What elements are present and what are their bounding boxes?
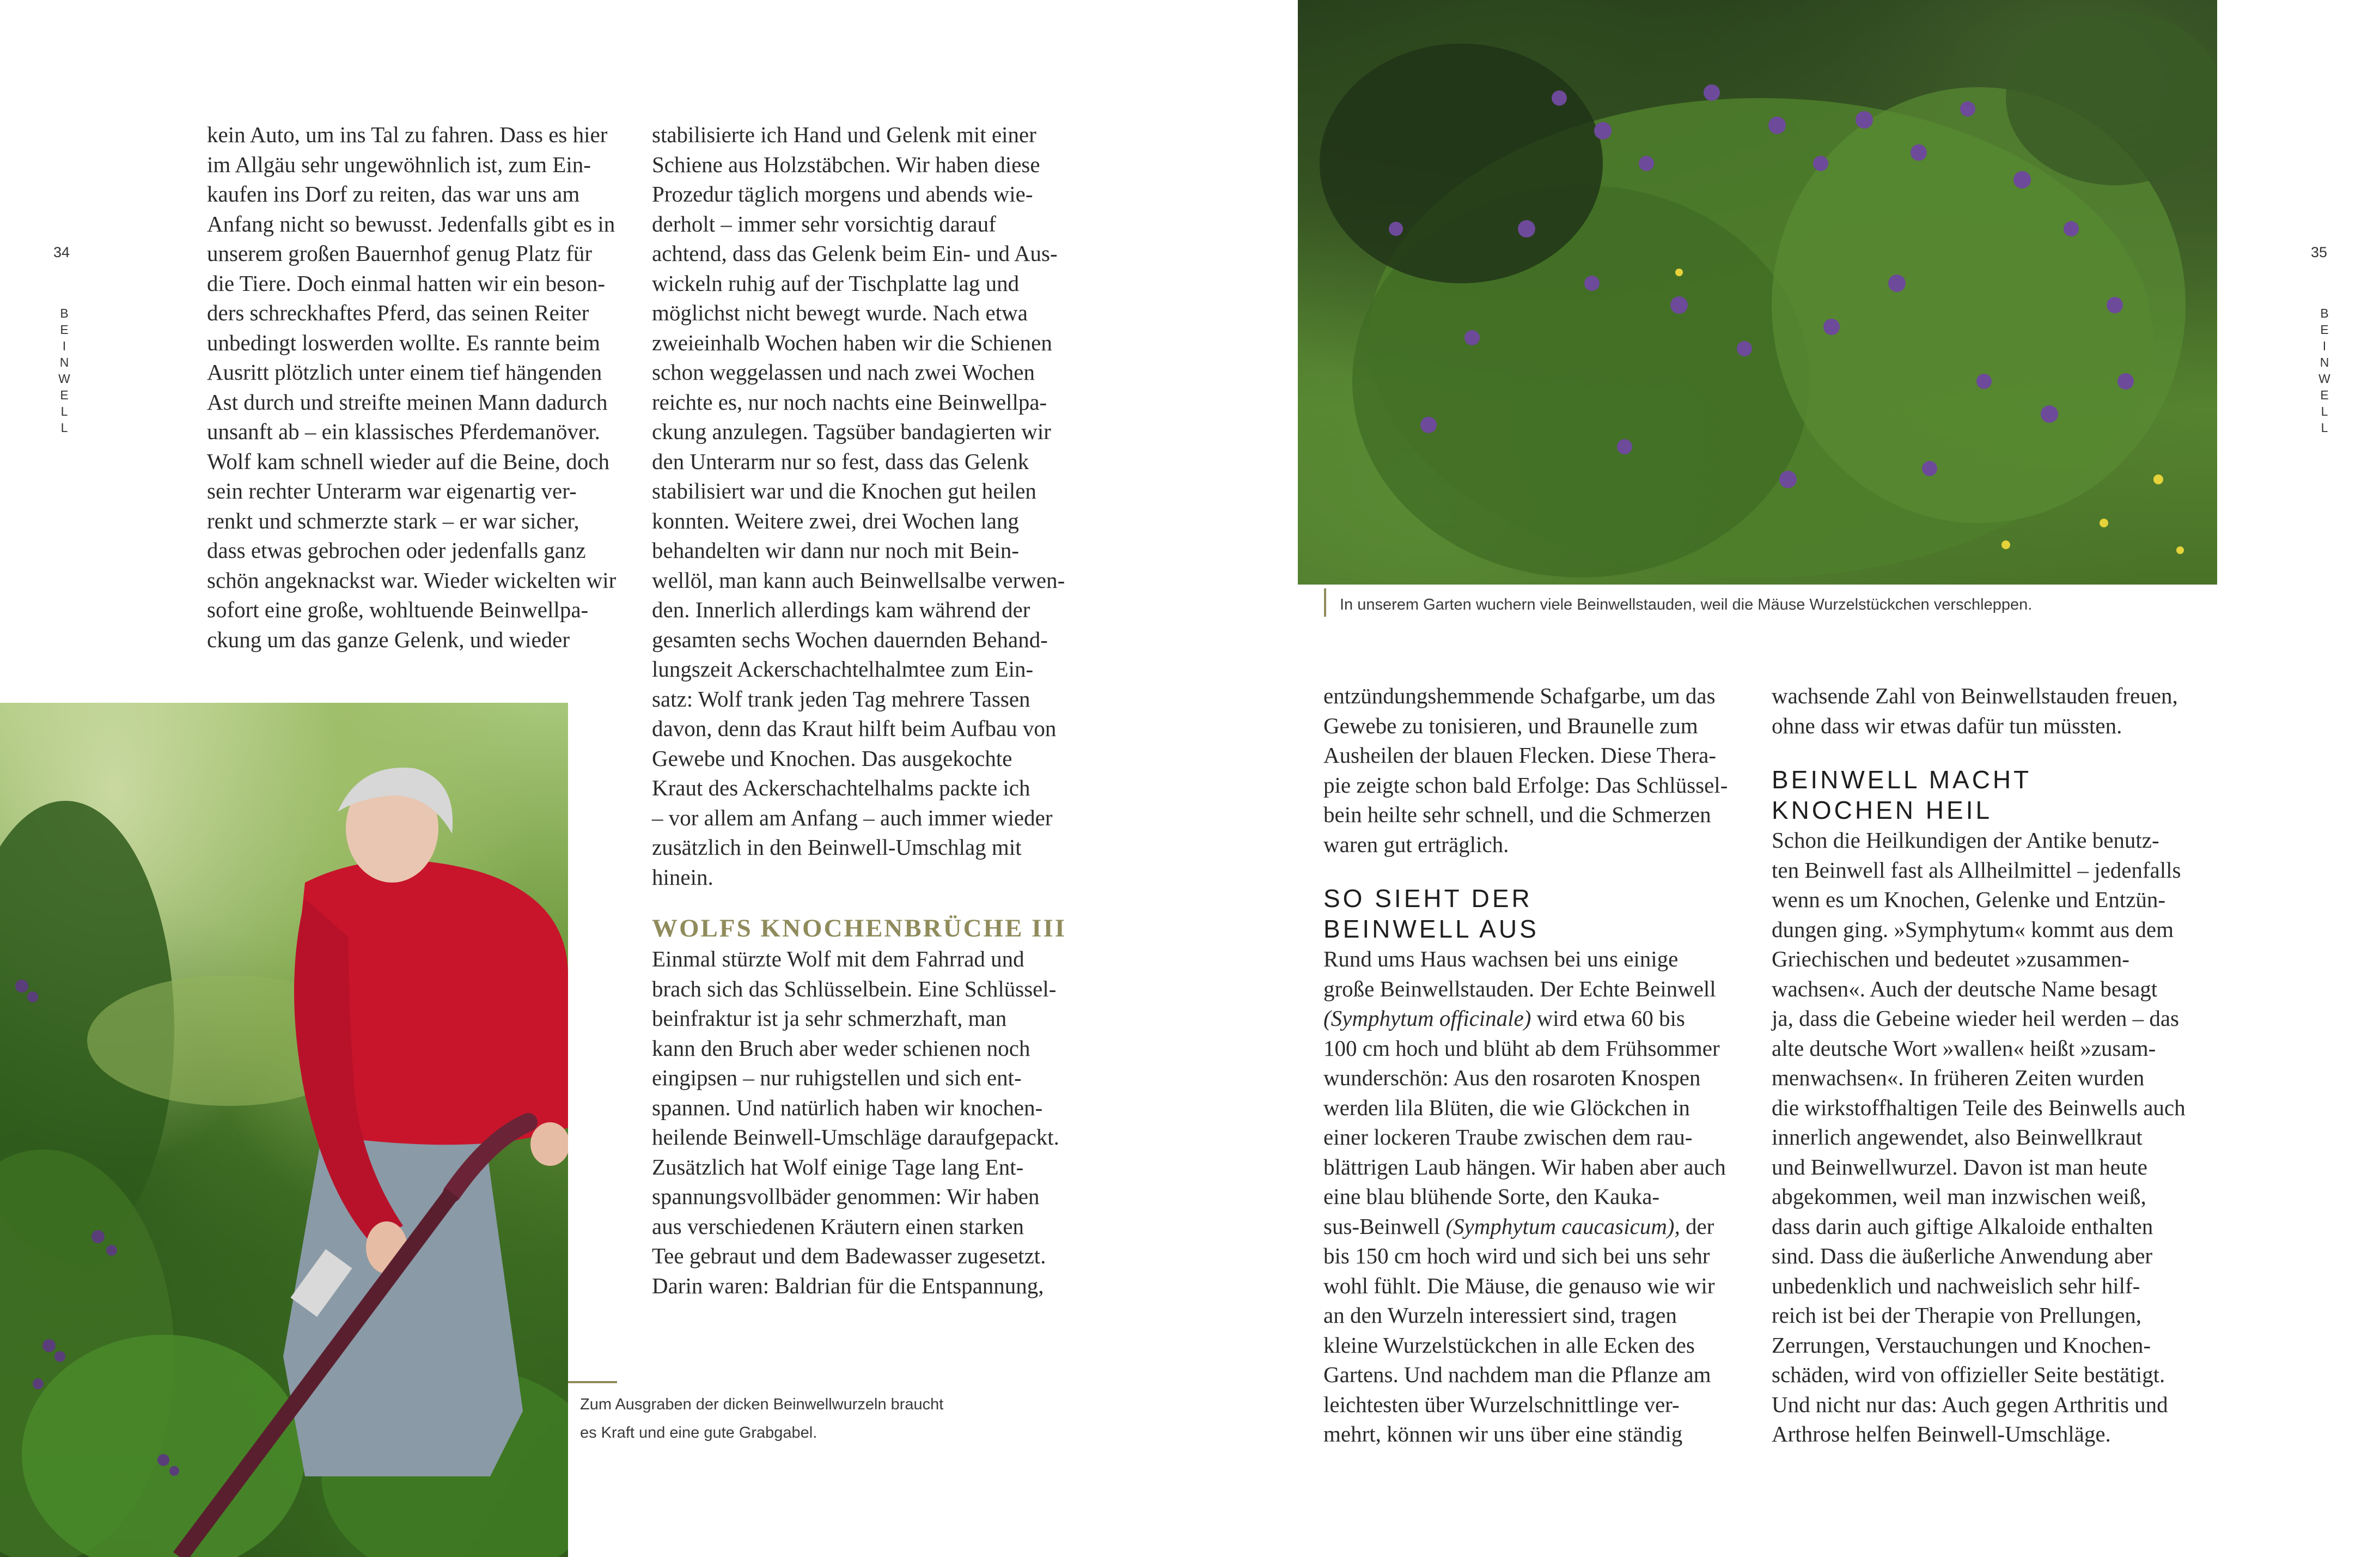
column-3-paragraph-main [1323,944,1765,1449]
running-head-letter: B [2320,306,2329,320]
running-head-letter: W [58,372,70,386]
text-column-3 [1323,681,1765,1449]
column-4-paragraph-top: wachsende Zahl von Beinwellstauden freuen, ohne dass wir etwas dafür tun müssten. [1772,683,2178,738]
section-heading-so-sieht-line2: BEINWELL AUS [1323,915,1539,943]
running-head-right [2316,305,2333,436]
caption-rule-woman [568,1381,617,1383]
section-heading-wolfs-knochenbrueche: WOLFS KNOCHENBRÜCHE III [652,914,1067,942]
column-3-text-part2: wird etwa 60 bis 100 cm hoch und blüht ab dem Frühsommer wunderschön: Aus den rosaroten Knospen werden lila Blüten, die wie Glöckchen in einer lockeren Traube zwischen dem rau- blättrigen Laub hängen. Wir haben aber auch eine blau blühende Sorte, den Kauka- sus-Beinwell [1323,1006,1726,1239]
right-page [1190,0,2380,1557]
caption-rule-garden [1324,588,1326,617]
running-head-letter: W [2318,372,2330,386]
photo-comfrey-illustration [1298,0,2217,585]
caption-garden-photo: In unserem Garten wuchern viele Beinwellstauden, weil die Mäuse Wurzelstückchen verschleppen. [1340,596,2033,613]
section-heading-beinwell-macht-line1: BEINWELL MACHT [1772,765,2032,794]
latin-name-caucasicum: (Symphytum caucasicum), [1445,1213,1680,1239]
column-4-paragraph-main: Schon die Heilkundigen der Antike benutz- ten Beinwell fast als Allheilmittel – jedenfalls wenn es um Knochen, Gelenke und Entzün- dungen ging. »Symphytum« kommt aus dem Griechischen und bedeutet »zusammen- wachsen«. Auch der deutsche Name besagt ja, dass die Gebeine wieder heil werden – das alte deutsche Wort »wallen« heißt »zusam- menwachsen«. In früheren Zeiten wurden die wirkstoffhaltigen Teile des Beinwells auch innerlich angewendet, also Beinwellkraut und Beinwellwurzel. Davon ist man heute abgekommen, weil man inzwischen weiß, dass darin auch giftige Alkaloide enthalten sind. Dass die äußerliche Anwendung aber unbedenklich und nachweislich sehr hilf- reich ist bei der Therapie von Prellungen, Zerrungen, Verstauchungen und Knochen- schäden, wird von offizieller Seite bestätigt. Und nicht nur das: Auch gegen Arthritis und Arthrose helfen Beinwell-Umschläge. [1772,828,2186,1446]
section-heading-beinwell-macht-line2: KNOCHEN HEIL [1772,796,1993,824]
column-3-paragraph-top: entzündungshemmende Schafgarbe, um das Gewebe zu tonisieren, und Braunelle zum Ausheilen der blauen Flecken. Diese Thera- pie zeigte schon bald Erfolge: Das Schlüssel- bein heilte sehr schnell, und die Schmerzen waren gut erträglich. [1323,683,1728,857]
page-number-left: 34 [53,244,70,260]
running-head-letter: L [60,421,68,435]
running-head-letter: L [2321,421,2328,435]
section-heading-so-sieht-line1: SO SIEHT DER [1323,884,1533,913]
running-head-letter: E [60,323,69,337]
photo-woman-illustration [0,703,568,1557]
column-3-text-part3: der bis 150 cm hoch wird und sich bei uns sehr wohl fühlt. Die Mäuse, die genauso wie wir an den Wurzeln interessiert sind, tragen kleine Wurzelstückchen in alle Ecken des Gartens. Und nachdem man die Pflanze am leichtesten über Wurzelschnittlinge ver- mehrt, können wir uns über eine ständig [1323,1213,1715,1446]
page-number-right: 35 [2311,244,2328,260]
running-head-letter: I [2322,339,2327,353]
running-head-letter: N [2320,355,2329,369]
column-3-text-part1: Rund ums Haus wachsen bei uns einige große Beinwellstauden. Der Echte Beinwell [1323,946,1716,1001]
running-head-letter: E [2320,323,2329,337]
running-head-letter: B [60,306,69,320]
text-column-4 [1772,681,2218,1449]
running-head-letter: I [62,339,66,353]
running-head-letter: L [2321,404,2328,418]
running-head-letter: E [60,388,69,402]
column-2-paragraph-bottom: Einmal stürzte Wolf mit dem Fahrrad und brach sich das Schlüsselbein. Eine Schlüssel- beinfraktur ist ja sehr schmerzhaft, man kann den Bruch aber weder schienen noch eingipsen – nur ruhigstellen und sich ent- spannen. Und natürlich haben wir knochen- heilende Beinwell-Umschläge daraufgepackt. Zusätzlich hat Wolf einige Tage lang Ent- spannungsvollbäder genommen: Wir haben aus verschiedenen Kräutern einen starken Tee gebraut und dem Badewasser zugesetzt. Darin waren: Baldrian für die Entspannung, [652,946,1059,1298]
running-head-letter: N [59,355,69,369]
text-column-2 [652,120,1088,1300]
caption-woman-photo: Zum Ausgraben der dicken Beinwellwurzeln braucht es Kraft und eine gute Grabgabel. [580,1396,944,1442]
column-2-paragraph-top: stabilisierte ich Hand und Gelenk mit einer Schiene aus Holzstäbchen. Wir haben diese Prozedur täglich morgens und abends wie- derholt – immer sehr vorsichtig darauf achtend, dass das Gelenk beim Ein- und Aus- wickeln ruhig auf der Tischplatte lag und möglichst nicht bewegt wurde. Nach etwa zweieinhalb Wochen haben wir die Schienen schon weggelassen und nach zwei Wochen reichte es, nur noch nachts eine Beinwellpa- ckung anzulegen. Tagsüber bandagierten wir den Unterarm nur so fest, dass das Gelenk stabilisiert war und die Knochen gut heilen konnten. Weitere zwei, drei Wochen lang behandelten wir dann nur noch mit Bein- wellöl, man kann auch Beinwellsalbe verwen- den. Innerlich allerdings kam während der gesamten sechs Wochen dauernden Behand- lungszeit Ackerschachtelhalmtee zum Ein- satz: Wolf trank jeden Tag mehrere Tassen davon, denn das Kraut hilft beim Aufbau von Gewebe und Knochen. Das ausgekochte Kraut des Ackerschachtelhalms packte ich – vor allem am Anfang – auch immer wieder zusätzlich in den Beinwell-Umschlag mit hinein. [652,122,1065,890]
running-head-letter: L [60,404,68,418]
running-head-left [56,305,72,436]
photo-comfrey-garden [1298,0,2217,585]
photo-woman-digging [0,703,568,1557]
latin-name-officinale: (Symphytum officinale) [1323,1006,1531,1031]
column-1-paragraph: kein Auto, um ins Tal zu fahren. Dass es hier im Allgäu sehr ungewöhnlich ist, zum Ein- kaufen ins Dorf zu reiten, das war uns am Anfang nicht so bewusst. Jedenfalls gibt es in unserem großen Bauernhof genug Platz für die Tiere. Doch einmal hatten wir ein beson- ders schreckhaftes Pferd, das seinen Reiter unbedingt loswerden wollte. Es rannte beim Ausritt plötzlich unter einem tief hängenden Ast durch und streifte meinen Mann dadurch unsanft ab – ein klassisches Pferdemanöver. Wolf kam schnell wieder auf die Beine, doch sein rechter Unterarm war eigenartig ver- renkt und schmerzte stark – er war sicher, dass etwas gebrochen oder jedenfalls ganz schön angeknackst war. Wieder wickelten wir sofort eine große, wohltuende Beinwellpa- ckung um das ganze Gelenk, und wieder [207,122,617,652]
text-column-1 [207,120,632,654]
running-head-letter: E [2320,388,2329,402]
